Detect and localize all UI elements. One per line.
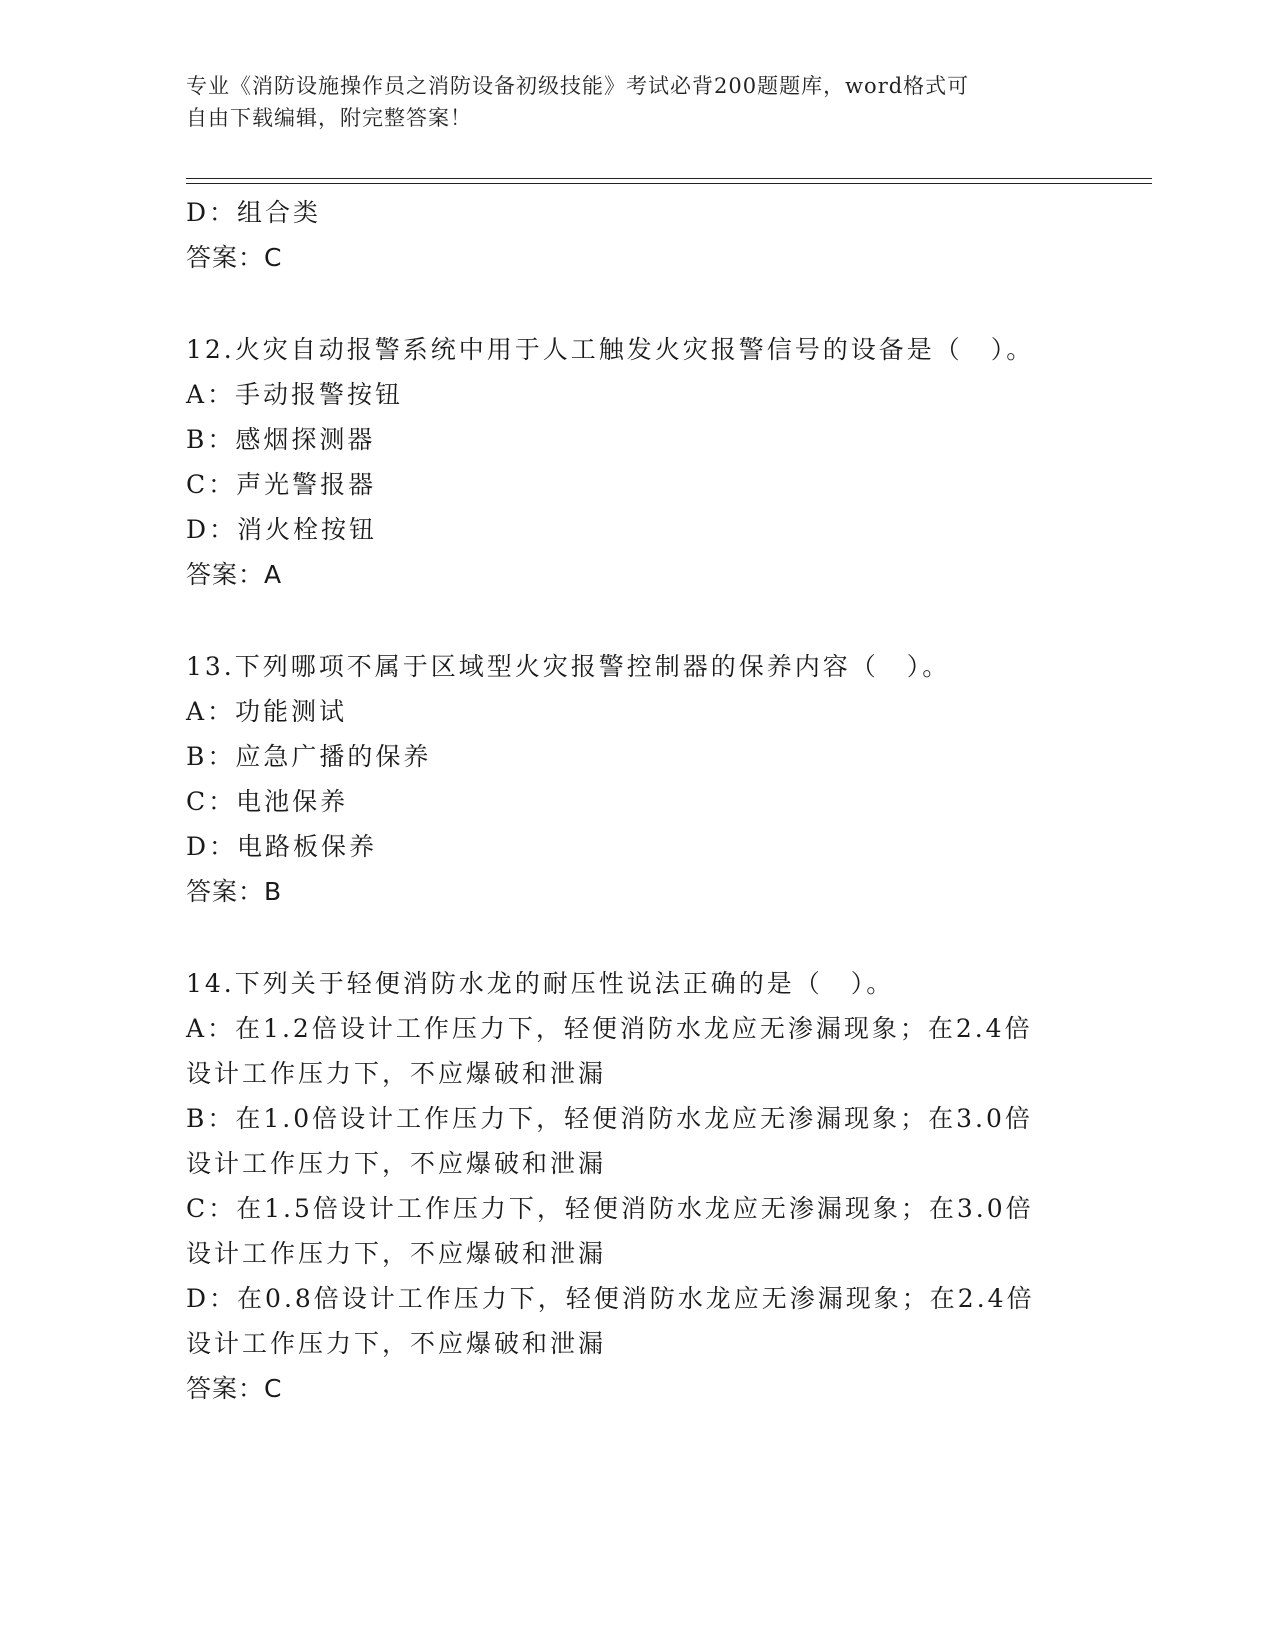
header-line-1: 专业《消防设施操作员之消防设备初级技能》考试必背200题题库，word格式可 [186,74,970,98]
option-a-continued: 设计工作压力下，不应爆破和泄漏 [186,1059,607,1088]
answer: 答案：A [186,560,283,589]
answer: 答案：B [186,877,283,906]
question-14 [186,961,1086,1411]
option-d: D：电路板保养 [186,832,378,861]
document-header [186,70,1066,134]
answer: 答案：C [186,1374,283,1403]
option-a: A：手动报警按钮 [186,380,404,409]
option-a: A：在1.2倍设计工作压力下，轻便消防水龙应无渗漏现象；在2.4倍 [186,1014,1033,1043]
option-b: B：应急广播的保养 [186,742,432,771]
option-d: D：组合类 [186,198,322,227]
option-a: A：功能测试 [186,697,348,726]
option-d: D：消火栓按钮 [186,515,378,544]
option-b: B：感烟探测器 [186,425,376,454]
answer: 答案：C [186,243,283,272]
option-c: C：电池保养 [186,787,349,816]
question-stem: 12.火灾自动报警系统中用于人工触发火灾报警信号的设备是（ ）。 [186,335,1035,364]
option-d-continued: 设计工作压力下，不应爆破和泄漏 [186,1329,607,1358]
previous-question-tail [186,190,1086,280]
header-line-2: 自由下载编辑，附完整答案！ [186,106,472,130]
question-list [186,190,1086,1458]
header-rule-top [186,178,1152,179]
option-c: C：声光警报器 [186,470,377,499]
option-c-continued: 设计工作压力下，不应爆破和泄漏 [186,1239,607,1268]
option-d: D：在0.8倍设计工作压力下，轻便消防水龙应无渗漏现象；在2.4倍 [186,1284,1035,1313]
option-c: C：在1.5倍设计工作压力下，轻便消防水龙应无渗漏现象；在3.0倍 [186,1194,1034,1223]
question-stem: 13.下列哪项不属于区域型火灾报警控制器的保养内容（ ）。 [186,652,951,681]
question-12 [186,327,1086,597]
option-b: B：在1.0倍设计工作压力下，轻便消防水龙应无渗漏现象；在3.0倍 [186,1104,1033,1133]
question-stem: 14.下列关于轻便消防水龙的耐压性说法正确的是（ ）。 [186,969,895,998]
header-rule-bottom [186,183,1152,184]
option-b-continued: 设计工作压力下，不应爆破和泄漏 [186,1149,607,1178]
question-13 [186,644,1086,914]
